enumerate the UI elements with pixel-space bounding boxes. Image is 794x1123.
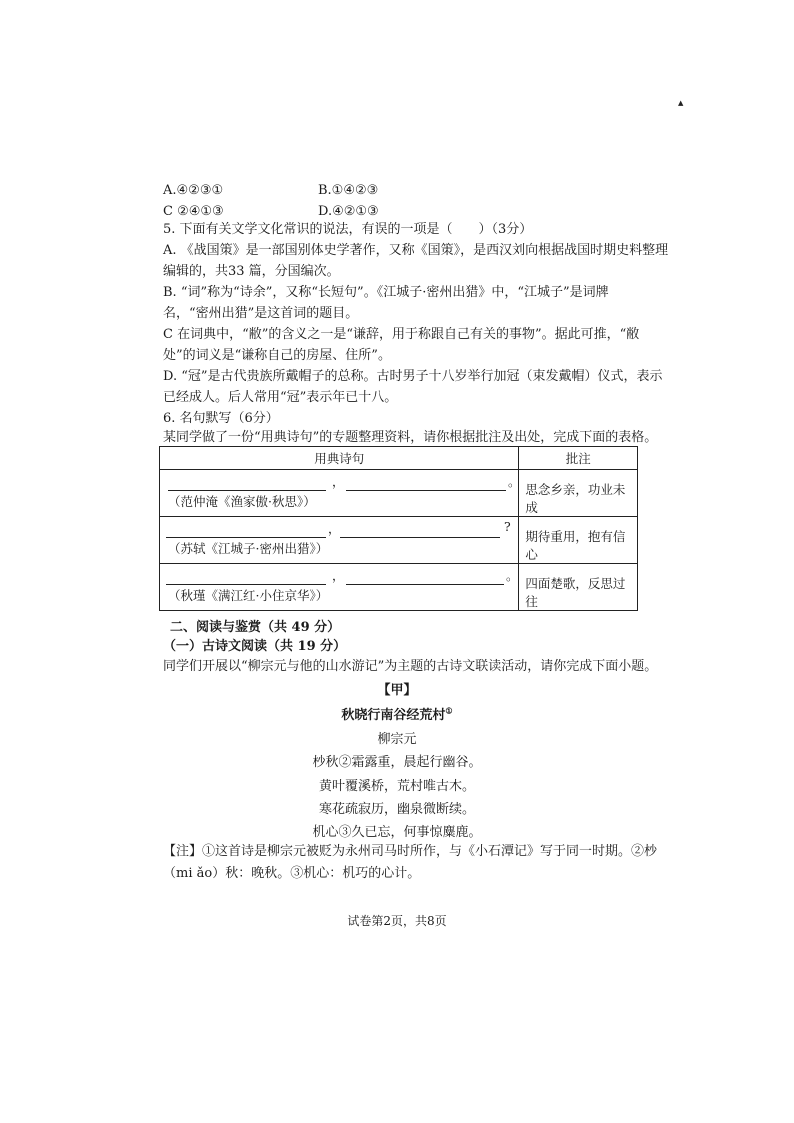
q5-option-b-line1: B. “词”称为“诗余”，又称“长短句”。《江城子·密州出猎》中，“江城子”是词牌 [163,285,609,300]
comma: ， [328,521,341,536]
row-source: （范仲淹《渔家傲·秋思》） [168,494,316,509]
section-title: 二、阅读与鉴赏（共 49 分） [170,620,341,635]
table-header-notes: 批注 [519,447,638,470]
option-a: A.④②③① [163,183,224,198]
comma: ， [332,568,345,583]
poem-line: 机心③久已忘，何事惊麋鹿。 [312,825,482,840]
poem-title [0,704,794,723]
blank-line[interactable] [166,520,326,538]
q5-option-d-line1: D. “冠”是古代贵族所戴帽子的总称。古时男子十八岁举行加冠（束发戴帽）仪式，表示 [163,369,663,384]
table-row [160,564,638,611]
q5-option-b-line2: 名，“密州出猎”是这首词的题目。 [163,306,359,321]
q5-option-d-line2: 已经成人。后人常用“冠”表示年已十八。 [163,390,398,405]
row-note: 期待重用，抱有信心 [525,529,626,562]
row-note: 思念乡亲，功业未成 [525,482,626,515]
subsection-title: （一）古诗文阅读（共 19 分） [163,639,347,654]
option-d: D.④②①③ [318,204,379,219]
poem-author: 柳宗元 [377,732,417,747]
row-source: （秋瑾《满江红·小住京华》） [168,588,329,603]
table-header-quotes: 用典诗句 [160,447,519,470]
blank-line[interactable] [168,473,326,491]
table-row [160,517,638,564]
poem-title-footnote: ① [445,705,453,716]
poem-line: 杪秋②霜露重，晨起行幽谷。 [312,755,482,770]
q6-title: 6. 名句默写（6分） [163,411,279,426]
quotation-table [159,446,638,611]
blank-line[interactable] [166,567,326,585]
option-c: C ②④①③ [163,204,224,219]
comma: ， [332,474,345,489]
q5-option-c-line2: 处”的词义是“谦称自己的房屋、住所”。 [163,348,391,363]
q5-option-a-line2: 编辑的，共33 篇，分国编次。 [163,264,340,279]
poem-line: 寒花疏寂历，幽泉微断续。 [318,802,475,817]
q5-stem: 5. 下面有关文学文化常识的说法，有误的一项是（ ）（3分） [163,222,533,237]
q6-intro: 某同学做了一份“用典诗句”的专题整理资料，请你根据批注及出处，完成下面的表格。 [163,430,658,445]
poem-title-text: 秋晓行南谷经荒村 [341,708,446,723]
poem-label: 【甲】 [377,683,417,698]
poem-line: 黄叶覆溪桥，荒村唯古木。 [318,779,475,794]
blank-line[interactable] [346,567,504,585]
poem-note-line1: 【注】①这首诗是柳宗元被贬为永州司马时所作，与《小石潭记》写于同一时期。②杪 [163,844,658,859]
section-intro: 同学们开展以“柳宗元与他的山水游记”为主题的古诗文联读活动，请你完成下面小题。 [163,659,658,674]
blank-line[interactable] [340,520,500,538]
q5-option-a-line1: A. 《战国策》是一部国别体史学著作，又称《国策》，是西汉刘向根据战国时期史料整理 [163,243,669,258]
period: 。 [508,474,521,489]
period: 。 [506,568,519,583]
row-note: 四面楚歌，反思过往 [525,576,626,609]
page-footer: 试卷第2页，共8页 [347,914,447,928]
table-row [160,470,638,517]
question-mark: ? [504,519,511,534]
corner-mark: ▲ [678,99,684,107]
option-b: B.①④②③ [318,183,379,198]
q5-option-c-line1: C 在词典中，“敝”的含义之一是“谦辞，用于称跟自己有关的事物”。据此可推，“敝 [163,327,640,342]
row-source: （苏轼《江城子·密州出猎》） [168,541,329,556]
blank-line[interactable] [346,473,506,491]
poem-note-line2: （mi ǎo）秋：晚秋。③机心：机巧的心计。 [163,866,421,881]
